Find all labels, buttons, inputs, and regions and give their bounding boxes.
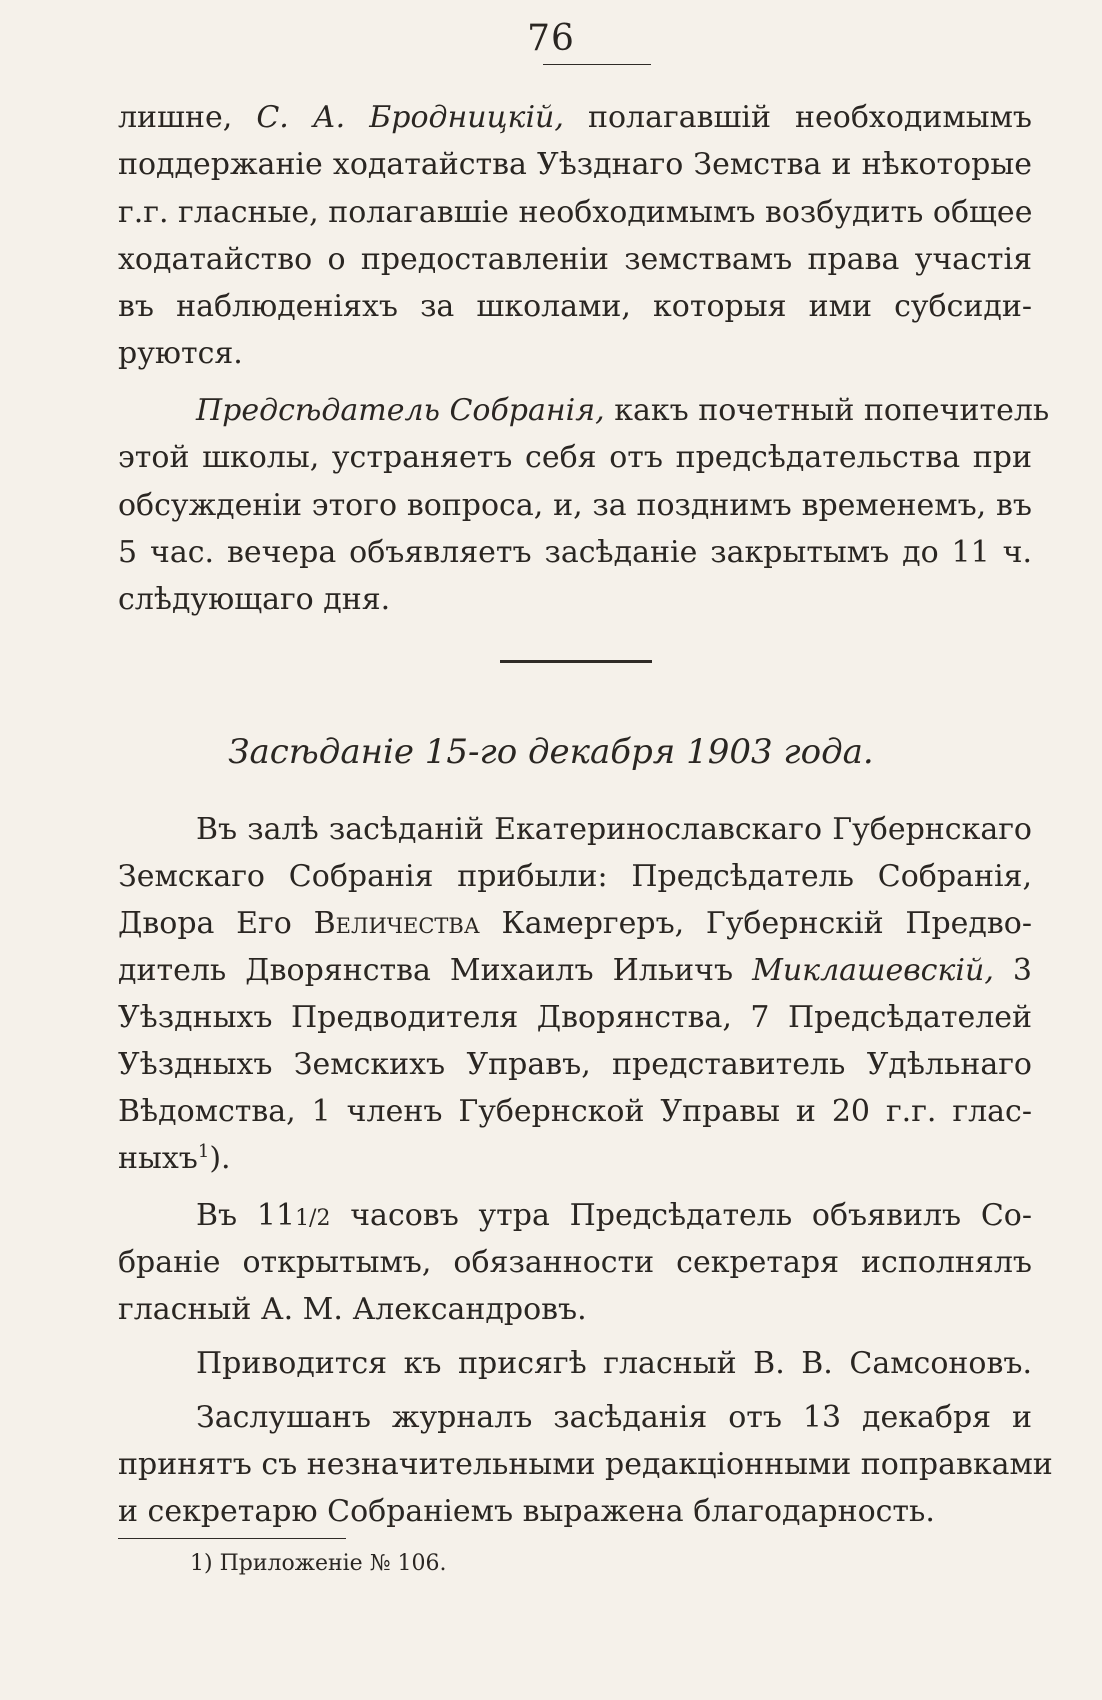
person-name: С. А. Бродницкій, <box>256 100 564 135</box>
footnote-ref: 1 <box>197 1141 210 1162</box>
paragraph-line: Въ залѣ засѣданій Екатеринославскаго Губернскаго <box>196 812 1032 847</box>
paragraph-line: Въ 111/2 часовъ утра Предсѣдатель объявилъ Со- <box>196 1198 1032 1233</box>
paragraph-line: г.г. гласные, полагавшіе необходимымъ возбудить общее <box>118 195 1033 230</box>
paragraph-line: Уѣздныхъ Предводителя Дворянства, 7 Предсѣдателей <box>118 1000 1032 1035</box>
paragraph-line: Вѣдомства, 1 членъ Губернской Управы и 20 г.г. глас- <box>118 1094 1032 1129</box>
paragraph-line: дитель Дворянства Михаилъ Ильичъ Миклашевскій, 3 <box>118 953 1032 988</box>
footnote: 1) Приложеніе № 106. <box>190 1551 447 1576</box>
paragraph-line: 5 час. вечера объявляетъ засѣданіе закрытымъ до 11 ч. <box>118 535 1032 570</box>
paragraph-line: и секретарю Собраніемъ выражена благодарность. <box>118 1494 935 1529</box>
person-name: Миклашевскій, <box>752 953 994 988</box>
paragraph-line: слѣдующаго дня. <box>118 582 391 617</box>
paragraph-line: этой школы, устраняетъ себя отъ предсѣдательства при <box>118 440 1032 475</box>
paragraph-line: Заслушанъ журналъ засѣданія отъ 13 декабря и <box>196 1400 1032 1435</box>
paragraph-line: ходатайство о предоставленіи земствамъ права участія <box>118 242 1032 277</box>
paragraph-line: браніе открытымъ, обязанности секретаря исполнялъ <box>118 1245 1032 1280</box>
page-number: 76 <box>527 18 575 59</box>
footnote-rule <box>118 1538 346 1539</box>
fraction: 1/2 <box>295 1206 331 1231</box>
paragraph-line: руются. <box>118 336 243 371</box>
paragraph-line: Уѣздныхъ Земскихъ Управъ, представитель Удѣльнаго <box>118 1047 1032 1082</box>
paragraph-line: Двора Его Величества Камергеръ, Губернскій Предво- <box>118 906 1032 941</box>
paragraph-line: принятъ съ незначительными редакціонными поправками <box>118 1447 1053 1482</box>
section-heading: Засѣданіе 15-го декабря 1903 года. <box>228 732 874 772</box>
header-rule <box>543 64 651 65</box>
title-italic: Предсѣдатель Собранія, <box>196 393 605 428</box>
paragraph-line: въ наблюденіяхъ за школами, которыя ими субсиди- <box>118 289 1032 324</box>
paragraph-line: лишне, С. А. Бродницкій, полагавшій необходимымъ <box>118 100 1032 135</box>
section-divider <box>500 660 652 663</box>
paragraph-line: гласный А. М. Александровъ. <box>118 1292 587 1327</box>
paragraph-line: обсужденіи этого вопроса, и, за позднимъ временемъ, въ <box>118 488 1032 523</box>
paragraph-line: ныхъ$^1$). <box>118 1141 231 1176</box>
paragraph-line: поддержаніе ходатайства Уѣзднаго Земства и нѣкоторые <box>118 147 1032 182</box>
paragraph-line: Земскаго Собранія прибыли: Предсѣдатель Собранія, <box>118 859 1032 894</box>
paragraph-line: Предсѣдатель Собранія, какъ почетный попечитель <box>196 393 1050 428</box>
paragraph-line: Приводится къ присягѣ гласный В. В. Самсоновъ. <box>196 1346 1032 1381</box>
